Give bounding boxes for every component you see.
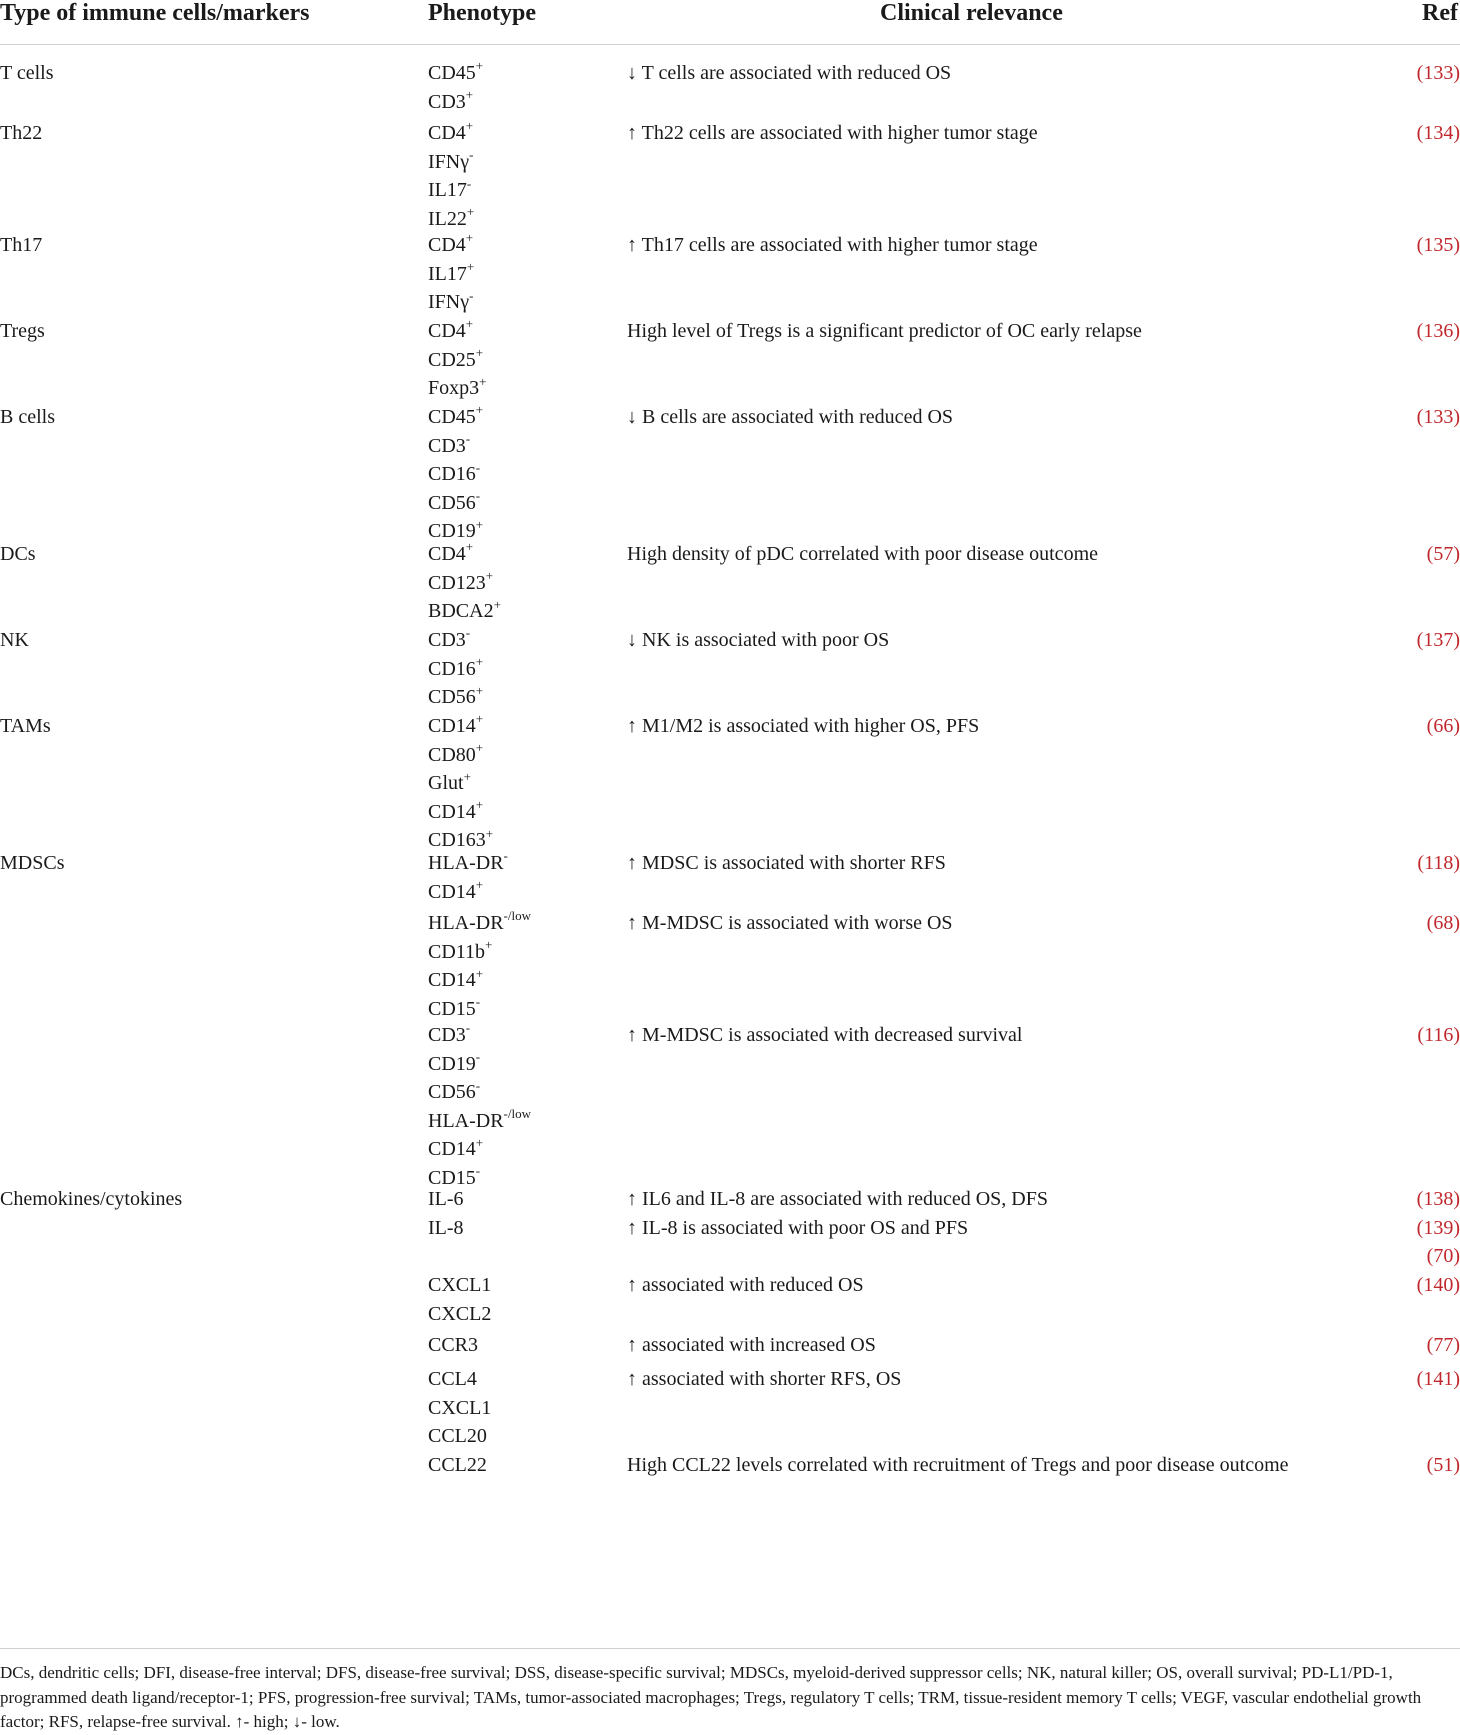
cell-clinical: [627, 540, 1098, 569]
cell-type: [0, 59, 54, 88]
cell-type-text: NK: [0, 629, 29, 651]
marker-superscript: -: [465, 1020, 471, 1036]
cell-phenotype: [428, 1331, 478, 1360]
phenotype-marker: CD4+: [428, 118, 474, 144]
cell-type-text: Chemokines/cytokines: [0, 1188, 183, 1210]
cell-type-text: T cells: [0, 62, 54, 84]
phenotype-marker: IL22+: [428, 204, 475, 230]
phenotype-marker: IL17+: [428, 258, 475, 285]
cell-phenotype: [428, 1271, 491, 1328]
phenotype-marker: CD56-: [428, 1077, 481, 1104]
marker-superscript: -: [469, 146, 474, 162]
table-row: [0, 1331, 1460, 1365]
cell-phenotype: [428, 1021, 531, 1193]
cell-clinical: [627, 1271, 864, 1300]
cell-type: [0, 626, 29, 655]
ref-link[interactable]: (139): [1416, 1216, 1460, 1239]
phenotype-marker: IFNγ-: [428, 287, 474, 314]
cell-type: [0, 403, 55, 432]
phenotype-marker: HLA-DR-: [428, 848, 508, 874]
cell-type: [0, 231, 42, 260]
clinical-text: High CCL22 levels correlated with recruitment of Tregs and poor disease outcome: [627, 1454, 1289, 1476]
cell-ref: [1340, 1271, 1460, 1300]
marker-superscript: -/low: [503, 908, 531, 924]
phenotype-marker: CD4+: [428, 230, 474, 256]
cell-ref: [1340, 403, 1460, 432]
cell-phenotype: [428, 849, 508, 906]
ref-link[interactable]: (138): [1416, 1188, 1460, 1210]
marker-superscript: -: [503, 848, 508, 864]
marker-superscript: +: [475, 711, 484, 727]
table-row: [0, 1271, 1460, 1331]
phenotype-marker: CXCL1: [428, 1274, 492, 1296]
marker-superscript: -: [475, 459, 481, 475]
marker-superscript: +: [475, 344, 484, 360]
marker-superscript: +: [466, 258, 475, 274]
cell-type-text: B cells: [0, 406, 55, 428]
marker-superscript: +: [475, 402, 484, 418]
clinical-text: ↓ NK is associated with poor OS: [627, 629, 890, 651]
phenotype-marker: IL-6: [428, 1188, 464, 1210]
marker-superscript: +: [475, 965, 484, 981]
cell-phenotype: [428, 909, 531, 1023]
clinical-text: ↓ B cells are associated with reduced OS: [627, 406, 954, 428]
clinical-text: ↑ M-MDSC is associated with decreased survival: [627, 1024, 1023, 1046]
phenotype-marker: CD14+: [428, 965, 484, 992]
table-row: [0, 540, 1460, 626]
phenotype-marker: CD4+: [428, 539, 474, 565]
cell-ref: [1340, 1185, 1460, 1271]
ref-link[interactable]: (136): [1416, 320, 1460, 342]
marker-superscript: +: [493, 596, 501, 612]
cell-phenotype: [428, 231, 474, 317]
clinical-text: ↑ IL6 and IL-8 are associated with reduced OS, DFS: [627, 1188, 1048, 1210]
ref-link[interactable]: (57): [1426, 543, 1460, 565]
header-type: Type of immune cells/markers: [0, 0, 310, 26]
phenotype-marker: CCL4: [428, 1368, 477, 1390]
phenotype-marker: CD3-: [428, 625, 471, 651]
marker-superscript: +: [475, 682, 484, 698]
ref-link[interactable]: (77): [1426, 1334, 1460, 1356]
cell-type-text: MDSCs: [0, 852, 65, 874]
phenotype-marker: CD163+: [428, 825, 494, 852]
marker-superscript: -: [475, 1163, 481, 1179]
cell-clinical: [627, 626, 889, 655]
clinical-text: ↑ Th17 cells are associated with higher tumor stage: [627, 234, 1038, 256]
cell-ref: [1340, 59, 1460, 88]
header-phenotype: Phenotype: [428, 0, 536, 26]
cell-ref: [1340, 1331, 1460, 1360]
phenotype-marker: CD3+: [428, 86, 474, 113]
phenotype-marker: BDCA2+: [428, 596, 501, 623]
phenotype-marker: CD45+: [428, 402, 484, 428]
cell-type: [0, 712, 51, 741]
table-row: [0, 1020, 1460, 1189]
table-row: [0, 119, 1460, 231]
phenotype-marker: CD80+: [428, 739, 484, 766]
marker-superscript: +: [465, 230, 474, 246]
ref-link[interactable]: (135): [1416, 234, 1460, 256]
phenotype-marker: CD14+: [428, 797, 484, 823]
cell-clinical: [627, 119, 1038, 148]
marker-superscript: -: [475, 488, 481, 504]
cell-clinical: [627, 231, 1038, 260]
ref-link[interactable]: (133): [1416, 406, 1460, 428]
ref-link[interactable]: (140): [1416, 1274, 1460, 1296]
clinical-text: High density of pDC correlated with poor disease outcome: [627, 543, 1098, 565]
clinical-text: ↑ MDSC is associated with shorter RFS: [627, 852, 946, 874]
marker-superscript: +: [479, 373, 487, 389]
marker-superscript: +: [485, 825, 494, 841]
clinical-text: ↓ T cells are associated with reduced OS: [627, 62, 952, 84]
marker-superscript: +: [475, 516, 484, 532]
cell-phenotype: [428, 119, 474, 233]
ref-link[interactable]: (51): [1426, 1454, 1460, 1476]
marker-superscript: +: [465, 316, 474, 332]
cell-type-text: DCs: [0, 543, 36, 565]
cell-phenotype: [428, 626, 483, 712]
ref-link[interactable]: (133): [1416, 62, 1460, 84]
cell-ref: [1340, 909, 1460, 938]
phenotype-marker: CXCL1: [428, 1396, 492, 1419]
phenotype-marker: CD4+: [428, 316, 474, 342]
cell-clinical: [627, 849, 946, 878]
clinical-text: ↑ associated with increased OS: [627, 1334, 876, 1356]
cell-phenotype: [428, 403, 483, 546]
clinical-text: ↑ M-MDSC is associated with worse OS: [627, 912, 953, 934]
table-row: [0, 711, 1460, 852]
cell-type: [0, 849, 64, 878]
ref-link[interactable]: (134): [1416, 122, 1460, 144]
table-row: [0, 317, 1460, 403]
phenotype-marker: HLA-$DR^{-/low}$: [428, 1106, 531, 1132]
cell-type-text: Tregs: [0, 320, 45, 342]
phenotype-marker: Foxp3+: [428, 373, 487, 400]
phenotype-marker: CD19-: [428, 1048, 481, 1075]
cell-ref: [1340, 849, 1460, 878]
cell-ref: [1340, 540, 1460, 569]
table-row: [0, 909, 1460, 1021]
phenotype-marker: CD14+: [428, 876, 484, 903]
phenotype-marker: CXCL2: [428, 1302, 492, 1325]
marker-superscript: +: [465, 86, 474, 102]
marker-superscript: -: [475, 1077, 481, 1093]
ref-link[interactable]: (141): [1416, 1368, 1460, 1390]
cell-ref: [1340, 231, 1460, 260]
cell-phenotype: [428, 59, 483, 116]
clinical-text: ↑ Th22 cells are associated with higher tumor stage: [627, 122, 1038, 144]
cell-clinical: [627, 1021, 1022, 1050]
marker-superscript: +: [466, 204, 475, 220]
marker-superscript: +: [475, 1134, 484, 1150]
cell-type-text: TAMs: [0, 715, 51, 737]
ref-link[interactable]: (70): [1426, 1245, 1460, 1268]
cell-ref: [1340, 1365, 1460, 1394]
cell-type: [0, 119, 42, 148]
cell-phenotype: [428, 317, 486, 403]
phenotype-marker: CD14+: [428, 711, 484, 737]
phenotype-marker: CD56+: [428, 682, 484, 709]
cell-phenotype: [428, 712, 493, 855]
cell-clinical: [627, 1365, 901, 1394]
cell-type: [0, 317, 45, 346]
phenotype-marker: IL17-: [428, 175, 472, 202]
cell-clinical: [627, 1451, 1289, 1480]
table-row: [0, 59, 1460, 119]
phenotype-marker: CCR3: [428, 1334, 479, 1356]
cell-ref: [1340, 1451, 1460, 1480]
phenotype-marker: CD45+: [428, 58, 484, 84]
ref-link[interactable]: (66): [1426, 715, 1460, 737]
header-clinical: Clinical relevance: [880, 0, 1063, 26]
cell-clinical: [627, 403, 953, 432]
cell-type-text: Th17: [0, 234, 43, 256]
table-body: [0, 59, 1460, 1491]
header-ref: Ref: [1422, 0, 1458, 26]
marker-superscript: +: [475, 653, 484, 669]
cell-type: [0, 540, 36, 569]
table-footnote: DCs, dendritic cells; DFI, disease-free interval; DFS, disease-free survival; DSS, disease-specific survival; MDSCs, myeloid-derived suppressor cells; NK, natural killer; OS, overall survival; PD-L1/PD-1, programmed death ligand/receptor-1; PFS, progression-free survival; TAMs, tumor-associated macrophages; Tregs, regulatory T cells; TRM, tissue-resident memory T cells; VEGF, vascular endothelial growth factor; RFS, relapse-free survival. ↑- high; ↓- low.: [0, 1648, 1460, 1735]
ref-link[interactable]: (118): [1417, 852, 1460, 874]
cell-ref: [1340, 317, 1460, 346]
marker-superscript: +: [485, 936, 493, 952]
cell-clinical: [627, 712, 979, 741]
marker-superscript: +: [465, 118, 474, 134]
table-row: [0, 849, 1460, 909]
cell-phenotype: [428, 1451, 487, 1480]
cell-clinical: [627, 1185, 1048, 1242]
marker-superscript: +: [475, 876, 484, 892]
phenotype-marker: CD56-: [428, 488, 481, 514]
cell-type: [0, 1185, 182, 1214]
phenotype-marker: Glut+: [428, 768, 471, 795]
phenotype-marker: CD11b+: [428, 936, 493, 963]
phenotype-marker: CD14+: [428, 1134, 484, 1161]
cell-ref: [1340, 626, 1460, 655]
marker-superscript: -: [475, 994, 481, 1010]
phenotype-marker: CD123+: [428, 567, 494, 594]
cell-type-text: Th22: [0, 122, 43, 144]
phenotype-marker: CD16-: [428, 459, 481, 486]
marker-superscript: -: [465, 430, 471, 446]
phenotype-marker: CD25+: [428, 344, 484, 371]
clinical-text: ↑ associated with reduced OS: [627, 1274, 864, 1296]
phenotype-marker: IFNγ-: [428, 146, 474, 173]
ref-link[interactable]: (68): [1426, 912, 1460, 934]
phenotype-marker: IL-8: [428, 1216, 464, 1239]
marker-superscript: +: [485, 567, 494, 583]
table-row: [0, 231, 1460, 317]
table-row: [0, 1365, 1460, 1451]
clinical-text: High level of Tregs is a significant predictor of OC early relapse: [627, 320, 1142, 342]
table-header: [0, 0, 1460, 45]
phenotype-marker: CD15-: [428, 1163, 481, 1189]
cell-phenotype: [428, 1365, 491, 1451]
clinical-text: ↑ M1/M2 is associated with higher OS, PFS: [627, 715, 980, 737]
phenotype-marker: CD16+: [428, 653, 484, 680]
marker-superscript: -: [465, 625, 471, 641]
marker-superscript: -: [475, 1048, 481, 1064]
table-row: [0, 402, 1460, 543]
phenotype-marker: CD19+: [428, 516, 484, 543]
phenotype-marker: CD3-: [428, 430, 471, 457]
ref-link[interactable]: (137): [1416, 629, 1460, 651]
clinical-text: ↑ associated with shorter RFS, OS: [627, 1368, 902, 1390]
marker-superscript: -/low: [503, 1106, 531, 1122]
phenotype-marker: HLA-$DR^{-/low}$: [428, 908, 531, 934]
cell-clinical: [627, 909, 953, 938]
cell-clinical: [627, 1331, 876, 1360]
marker-superscript: +: [475, 797, 484, 813]
cell-ref: [1340, 119, 1460, 148]
marker-superscript: +: [475, 739, 484, 755]
marker-superscript: +: [465, 539, 474, 555]
phenotype-marker: CCL22: [428, 1454, 487, 1476]
cell-ref: [1340, 712, 1460, 741]
cell-ref: [1340, 1021, 1460, 1050]
table-row: [0, 626, 1460, 712]
phenotype-marker: CD15-: [428, 994, 481, 1020]
cell-phenotype: [428, 540, 501, 626]
phenotype-marker: CCL20: [428, 1425, 487, 1448]
marker-superscript: +: [463, 768, 471, 784]
phenotype-marker: CD3-: [428, 1020, 471, 1046]
table-row: [0, 1185, 1460, 1271]
cell-phenotype: [428, 1185, 464, 1242]
cell-clinical: [627, 59, 951, 88]
cell-clinical: [627, 317, 1142, 346]
marker-superscript: -: [466, 175, 472, 191]
ref-link[interactable]: (116): [1417, 1024, 1460, 1046]
table-row: [0, 1451, 1460, 1491]
clinical-text: ↑ IL-8 is associated with poor OS and PFS: [627, 1216, 969, 1239]
marker-superscript: +: [475, 58, 484, 74]
marker-superscript: -: [469, 287, 474, 303]
